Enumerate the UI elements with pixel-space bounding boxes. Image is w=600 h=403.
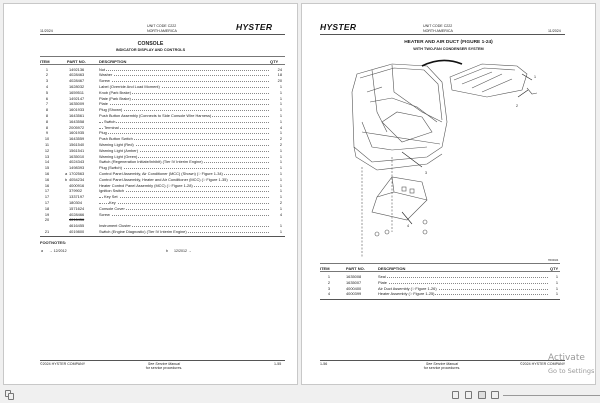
row-part-number: 1628032 <box>69 83 85 89</box>
row-item: 3 <box>327 285 331 291</box>
dot-leader <box>99 72 269 76</box>
seal-plate-parts <box>527 88 537 94</box>
row-item: 15 <box>44 165 50 171</box>
page-left <box>3 3 298 385</box>
footnote-a-text: → 12/2012 <box>49 249 67 253</box>
row-item: 10 <box>44 136 50 142</box>
heater-assembly-drawing <box>372 177 427 220</box>
row-qty: 1 <box>279 118 282 124</box>
col-part: PART NO. <box>67 58 86 64</box>
roof-panel-drawing <box>450 64 527 97</box>
row-qty: 1 <box>555 274 558 279</box>
row-part-number: 1635010 <box>69 153 85 159</box>
row-qty: 20 <box>277 78 282 84</box>
row-qty: 1 <box>555 279 558 285</box>
row-description: Heater Control Panel Assembly (MCC) (☞Figure 1-28) <box>99 182 193 188</box>
footer-page-number: 1-55 <box>274 361 282 366</box>
row-description: Control Panel Assembly, Air Conditioner (MCC) (Shown) (☞Figure 1-34) <box>99 170 223 176</box>
callout-1: 1 <box>534 75 536 79</box>
row-part-number: 4000399 <box>346 291 362 297</box>
leader-dashed <box>362 157 392 257</box>
row-item: 16 <box>44 182 50 188</box>
header-bottom-rule <box>40 64 285 65</box>
footer-page-number: 1-56 <box>320 361 328 366</box>
row-item: 5 <box>45 89 49 95</box>
row-item: 1 <box>327 274 331 279</box>
row-qty: 1 <box>279 176 282 182</box>
exploded-diagram <box>332 52 552 257</box>
row-part-number: 1601935 <box>69 130 85 136</box>
row-qty: 2 <box>279 136 282 142</box>
page-title: CONSOLE <box>137 41 164 47</box>
table-row <box>320 291 560 297</box>
row-part-number: 1643558 <box>69 118 85 124</box>
row-footnote-marker: a <box>65 170 68 176</box>
row-qty: 1 <box>279 130 282 136</box>
viewer-toolbar <box>0 387 600 403</box>
row-part-number: 4019800 <box>69 228 85 234</box>
dot-leader <box>99 107 269 111</box>
row-qty: 1 <box>279 89 282 95</box>
footer-note-2: for service procedures. <box>423 366 461 370</box>
page-subtitle: INDICATOR DISPLAY AND CONTROLS <box>115 48 186 52</box>
dot-leader <box>99 165 269 169</box>
row-item: 17 <box>44 194 50 200</box>
row-item: 16 <box>44 170 50 176</box>
row-qty: 1 <box>279 165 282 171</box>
row-item: 8 <box>45 124 49 130</box>
row-description: Key Set <box>104 194 118 200</box>
row-part-number: 180304 <box>69 199 82 205</box>
row-part-number: 4000400 <box>346 285 362 291</box>
row-part-number: 1635009 <box>69 101 85 107</box>
row-part-number: 1643559 <box>69 136 85 142</box>
activate-watermark: Activate <box>548 353 585 363</box>
row-description: Plug <box>99 130 107 136</box>
row-item: 19 <box>44 211 50 217</box>
row-qty: 1 <box>279 194 282 200</box>
row-qty: 1 <box>279 83 282 89</box>
dot-leader <box>99 212 269 216</box>
row-description: Nut <box>99 66 106 72</box>
row-description: Plate (Park Brake) <box>99 95 131 101</box>
row-qty: 1 <box>279 95 282 101</box>
row-qty: 1 <box>279 153 282 159</box>
row-qty: 1 <box>555 291 558 297</box>
row-description: Screw <box>99 211 110 217</box>
row-item: 17 <box>44 199 50 205</box>
row-qty: 1 <box>279 159 282 165</box>
footer-note-2: for service procedures. <box>145 366 183 370</box>
row-qty: 1 <box>279 223 282 229</box>
hyster-logo: HYSTER <box>320 22 357 32</box>
single-page-view-icon[interactable] <box>452 391 459 399</box>
row-qty: 4 <box>279 124 282 130</box>
row-part-number: 1702563 <box>69 170 85 176</box>
row-footnote-marker: b <box>65 176 68 182</box>
dot-leader <box>99 130 269 134</box>
header-unit-code: UNIT CODE C222 <box>423 24 453 28</box>
dot-leader <box>99 194 269 198</box>
row-description: Washer <box>99 72 113 78</box>
callout-3: 3 <box>425 171 427 175</box>
col-item: ITEM <box>40 58 50 64</box>
row-description: Warning Light (Red) <box>99 141 134 147</box>
row-item: 6 <box>45 95 49 101</box>
row-part-number: 1635008 <box>346 274 362 279</box>
row-item: 13 <box>44 153 50 159</box>
row-description: Plate <box>99 101 108 107</box>
table-bottom-rule <box>320 299 560 300</box>
col-desc: DESCRIPTION <box>99 58 127 64</box>
zoom-slider[interactable] <box>503 395 600 396</box>
row-qty: 1 <box>279 182 282 188</box>
row-description: Label (Override And Load Moment) <box>99 83 160 89</box>
row-part-number: 1561540 <box>69 141 85 147</box>
row-part-number: 4028463 <box>69 72 85 78</box>
row-description: Plug (Switch) <box>99 165 122 171</box>
row-description: Instrument Cluster <box>99 223 131 229</box>
row-item: 4 <box>45 83 49 89</box>
row-item: 8 <box>45 118 49 124</box>
row-part-number: 4000916 <box>69 182 85 188</box>
row-description: Heater Assembly (☞Figure 1-25) <box>378 291 435 297</box>
row-item: 3 <box>45 78 49 84</box>
row-item: 2 <box>45 72 49 78</box>
dot-leader <box>378 280 548 284</box>
copy-pages-icon-back <box>8 393 14 400</box>
row-description: Plug (Shown) <box>99 107 123 113</box>
page-right <box>301 3 596 385</box>
col-part: PART NO. <box>346 265 365 271</box>
row-qty: 1 <box>279 147 282 153</box>
row-qty: 2 <box>279 141 282 147</box>
row-item: 18 <box>44 205 50 211</box>
row-item: 11 <box>44 141 50 147</box>
row-description: Screw <box>99 78 110 84</box>
footnotes-heading: FOOTNOTES: <box>40 240 67 245</box>
row-qty: 1 <box>279 170 282 176</box>
row-description: Switch (Engine Diagnostic) (Tier IV Interim Engine) <box>99 228 187 234</box>
row-description: Switch <box>104 118 116 124</box>
row-item: 8 <box>45 107 49 113</box>
table-top-rule <box>40 56 285 57</box>
row-description: Push Button Assembly (Connects to Side Console Wire Harness) <box>99 112 212 118</box>
col-item: ITEM <box>320 265 330 271</box>
two-page-view-icon[interactable] <box>478 391 486 399</box>
dot-leader <box>99 78 269 82</box>
table-row <box>40 229 285 235</box>
callout-4: 4 <box>407 224 409 228</box>
dot-leader <box>378 274 548 278</box>
row-part-number: 1561541 <box>69 147 85 153</box>
row-item: 20 <box>44 217 50 223</box>
row-item: 8 <box>45 112 49 118</box>
row-qty: 1 <box>279 107 282 113</box>
footnote-b-text: 12/2012 → <box>174 249 192 253</box>
row-part-number: 2005972 <box>69 124 85 130</box>
row-description: Seal <box>378 274 386 279</box>
row-item: 17 <box>44 188 50 194</box>
row-description: Switch (Regeneration Initiate/Inhibit) (Tier IV Interim Engine) <box>99 159 203 165</box>
figure-id: HF00024 <box>548 259 559 262</box>
hyster-logo: HYSTER <box>236 22 273 32</box>
footer-note-1: See Service Manual <box>147 361 181 366</box>
row-description: Push Button Switch <box>99 136 133 142</box>
row-part-number: 4616456 <box>69 217 85 223</box>
row-description: Warning Light (Amber) <box>99 147 138 153</box>
row-description: Plate <box>378 279 387 285</box>
row-part-number: 1635007 <box>346 279 362 285</box>
dot-leader <box>99 67 269 71</box>
row-part-number: 4028466 <box>69 211 85 217</box>
row-qty: 24 <box>277 66 282 72</box>
dot-leader <box>99 101 269 105</box>
row-description: Control Panel Assembly, Heater and Air Conditioner (MCC) (☞Figure 1-35) <box>99 176 228 182</box>
row-part-number: 1498393 <box>69 165 85 171</box>
row-description: Air Duct Assembly (☞Figure 1-26) <box>378 285 437 291</box>
row-description: Console Cover <box>99 205 125 211</box>
continuous-view-icon[interactable] <box>465 391 472 399</box>
col-desc: DESCRIPTION <box>378 265 406 271</box>
row-part-number: 1643561 <box>69 112 85 118</box>
row-item: 2 <box>327 279 331 285</box>
row-item: 7 <box>45 101 49 107</box>
activate-watermark-sub: Go to Settings <box>548 367 595 375</box>
header-unit-code: UNIT CODE C222 <box>147 24 177 28</box>
row-item: 9 <box>45 130 49 136</box>
row-part-number: 1659511 <box>69 89 84 95</box>
callout-2: 2 <box>516 104 518 108</box>
row-item: 4 <box>327 291 331 297</box>
row-part-number: 1571624 <box>69 205 85 211</box>
footnote-a-label: a <box>41 249 43 253</box>
row-qty: 1 <box>279 228 282 234</box>
row-part-number: 379902 <box>69 188 82 194</box>
footer-copyright: ©2024 HYSTER COMPANY <box>520 361 566 366</box>
row-qty: 1 <box>279 112 282 118</box>
row-qty: 1 <box>279 188 282 194</box>
footer-note-1: See Service Manual <box>425 361 459 366</box>
header-region: NORTH AMERICA <box>423 28 453 33</box>
row-qty: 2 <box>279 199 282 205</box>
row-item: 1 <box>45 66 49 72</box>
dot-leader <box>99 125 269 129</box>
row-part-number: 4024343 <box>69 159 85 165</box>
two-page-continuous-view-icon[interactable] <box>491 391 499 399</box>
row-part-number: 4054234 <box>69 176 85 182</box>
header-date: 11/2024 <box>40 29 53 33</box>
page-title: HEATER AND AIR DUCT (FIGURE 1-24) <box>404 40 493 45</box>
row-part-number: 4616455 <box>69 223 85 229</box>
row-description: Key <box>109 199 116 205</box>
cab-frame-drawing <box>352 64 447 170</box>
dot-leader <box>99 200 269 204</box>
header-rule <box>40 34 285 35</box>
dot-leader <box>99 119 269 123</box>
row-part-number: 1601933 <box>69 107 85 113</box>
row-qty: 4 <box>279 211 282 217</box>
row-description: Ignition Switch <box>99 188 125 194</box>
row-item: 16 <box>44 176 50 182</box>
row-qty: 1 <box>279 205 282 211</box>
col-qty: QTY <box>550 265 559 271</box>
row-qty: 1 <box>555 285 558 291</box>
row-part-number: 1492147 <box>69 95 85 101</box>
row-qty: 18 <box>277 72 282 78</box>
row-description: Terminal <box>104 124 119 130</box>
row-item: 14 <box>44 159 50 165</box>
row-part-number: 1492136 <box>69 66 85 72</box>
row-part-number: 1337197 <box>69 194 85 200</box>
header-region: NORTH AMERICA <box>147 28 177 33</box>
row-description: Warning Light (Green) <box>99 153 138 159</box>
header-date: 11/2024 <box>548 29 561 33</box>
row-description: Knob (Park Brake) <box>99 89 132 95</box>
row-part-number: 4028467 <box>69 78 85 84</box>
row-item: 21 <box>44 228 50 234</box>
row-item: 12 <box>44 147 50 153</box>
table-top-rule <box>320 263 560 264</box>
col-qty: QTY <box>270 58 279 64</box>
footnote-b-label: b <box>166 249 168 253</box>
header-bottom-rule <box>320 271 560 272</box>
footer-copyright: ©2024 HYSTER COMPANY <box>40 361 86 366</box>
arrow-curve <box>422 60 462 66</box>
table-bottom-rule <box>40 236 285 237</box>
page-subtitle: WITH TWO-FAN CONDENSER SYSTEM <box>413 47 484 51</box>
header-rule <box>320 34 565 35</box>
row-qty: 1 <box>279 101 282 107</box>
